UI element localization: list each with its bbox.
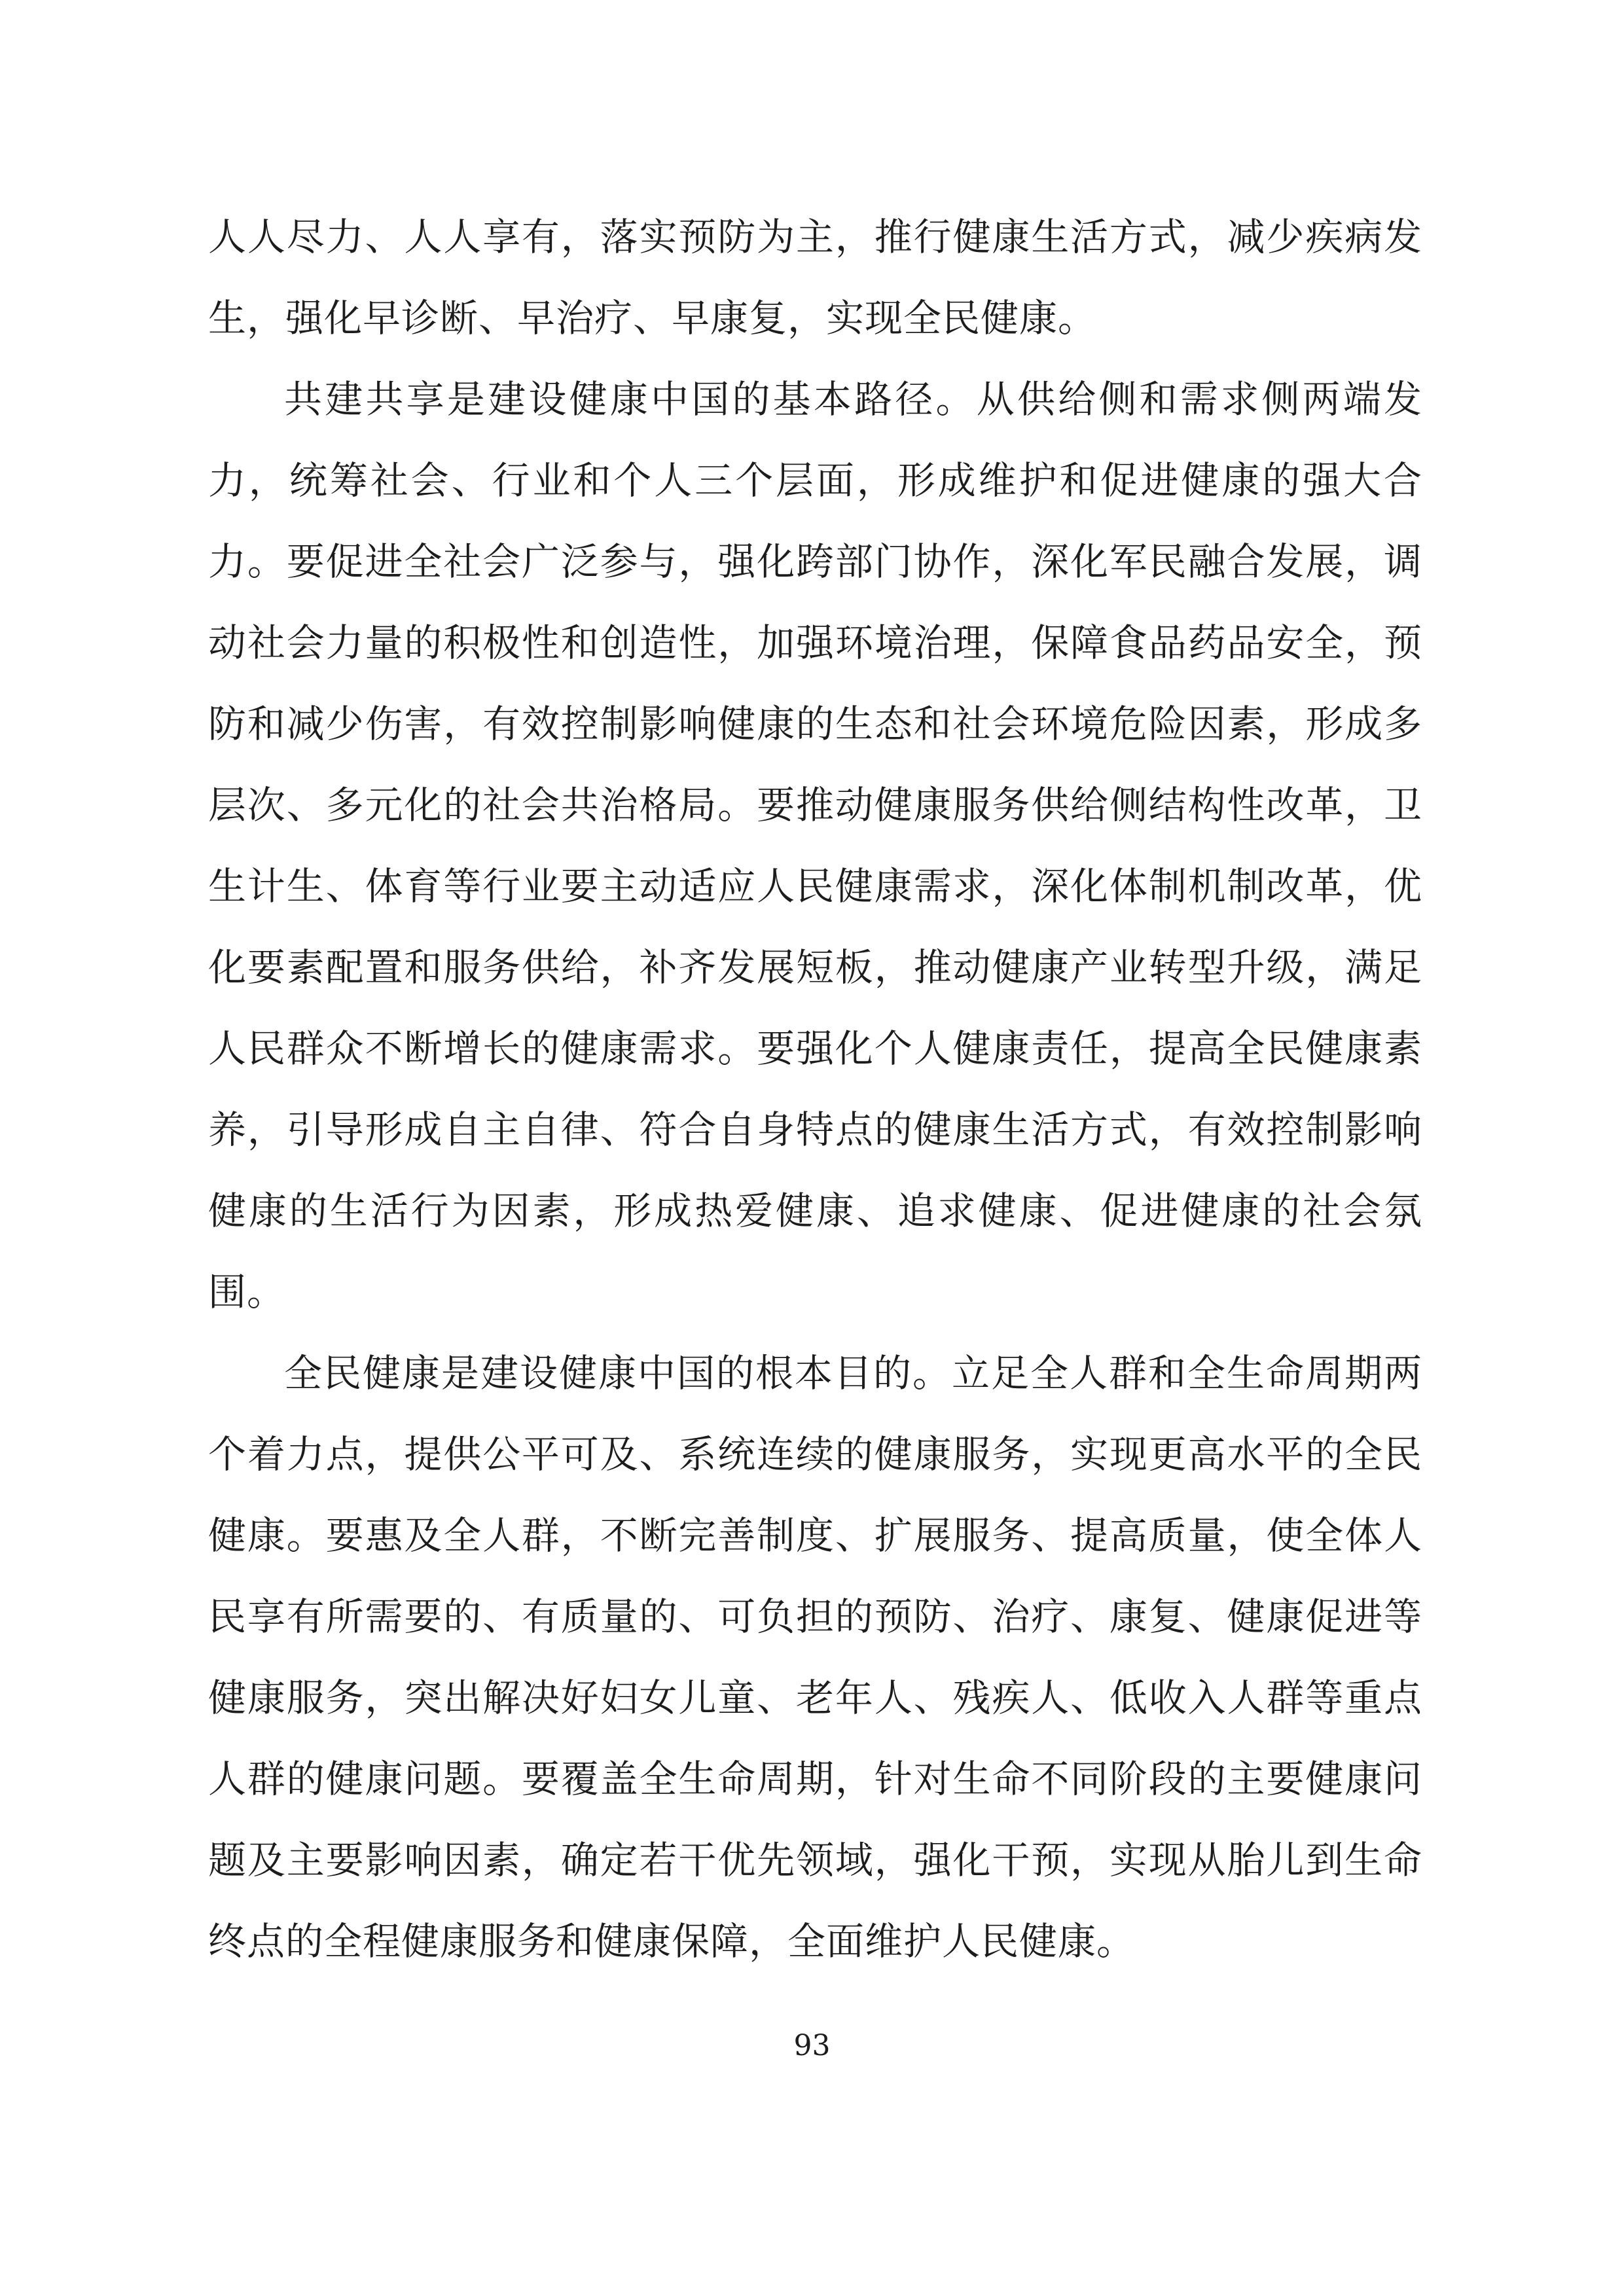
page-body: [208, 196, 1422, 1982]
page-number: 93: [793, 2029, 831, 2062]
paragraph-3: 全民健康是建设健康中国的根本目的。立足全人群和全生命周期两个着力点，提供公平可及、系统连续的健康服务，实现更高水平的全民健康。要惠及全人群，不断完善制度、扩展服务、提高质量，使全体人民享有所需要的、有质量的、可负担的预防、治疗、康复、健康促进等健康服务，突出解决好妇女儿童、老年人、残疾人、低收入人群等重点人群的健康问题。要覆盖全生命周期，针对生命不同阶段的主要健康问题及主要影响因素，确定若干优先领域，强化干预，实现从胎儿到生命终点的全程健康服务和健康保障，全面维护人民健康。: [208, 1351, 1422, 1964]
paragraph-2: 共建共享是建设健康中国的基本路径。从供给侧和需求侧两端发力，统筹社会、行业和个人三个层面，形成维护和促进健康的强大合力。要促进全社会广泛参与，强化跨部门协作，深化军民融合发展，调动社会力量的积极性和创造性，加强环境治理，保障食品药品安全，预防和减少伤害，有效控制影响健康的生态和社会环境危险因素，形成多层次、多元化的社会共治格局。要推动健康服务供给侧结构性改革，卫生计生、体育等行业要主动适应人民健康需求，深化体制机制改革，优化要素配置和服务供给，补齐发展短板，推动健康产业转型升级，满足人民群众不断增长的健康需求。要强化个人健康责任，提高全民健康素养，引导形成自主自律、符合自身特点的健康生活方式，有效控制影响健康的生活行为因素，形成热爱健康、追求健康、促进健康的社会氛围。: [208, 377, 1422, 1314]
paragraph-1: 人人尽力、人人享有，落实预防为主，推行健康生活方式，减少疾病发生，强化早诊断、早治疗、早康复，实现全民健康。: [208, 215, 1422, 340]
